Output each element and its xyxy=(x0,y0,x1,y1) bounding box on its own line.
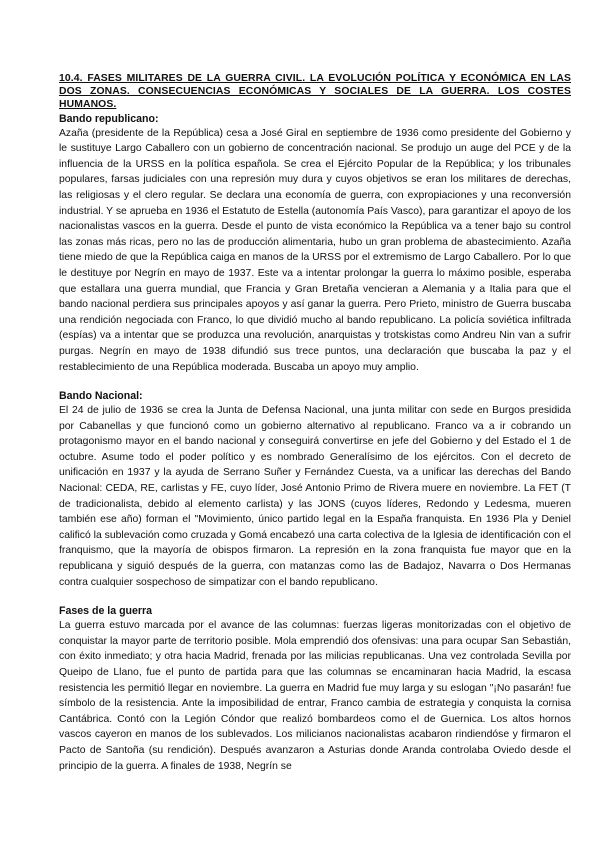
section-spacer xyxy=(59,375,571,389)
section-heading-fases: Fases de la guerra xyxy=(59,605,153,618)
section-body-fases: La guerra estuvo marcada por el avance de las columnas: fuerzas ligeras monitorizadas con el objetivo de conquistar la mayor parte de territorio posible. Mola emprendió dos ofensivas: una para ocupar San Sebastián, con éxito inmediato; y otra hacia Madrid, frenada por las milicias republicanas. Una vez controlada Sevilla por Queipo de Llano, fue el punto de partida para que las columnas se encaminaran hacia Madrid, la escasa resistencia les permitió llegar en noviembre. La guerra en Madrid fue muy larga y su eslogan "¡No pasarán! fue símbolo de la resistencia. Ante la imposibilidad de entrar, Franco cambia de estrategia y conquista la cornisa Cantábrica. Contó con la Legión Cóndor que realizó bombardeos como el de Guernica. Los altos hornos vascos cayeron en manos de los sublevados. Los milicianos nacionalistas acabaron rindiendóse y firmaron el Pacto de Santoña (su rendición). Después avanzaron a Asturias donde Aranda controlaba Oviedo desde el principio de la guerra. A finales de 1938, Negrín se xyxy=(59,620,571,772)
section-body-republicano: Azaña (presidente de la República) cesa a José Giral en septiembre de 1936 como presidente del Gobierno y le sustituye Largo Caballero con un gobierno de concentración nacional. Se produjo un auge del PCE y de la influencia de la URSS en la política española. Se crea el Ejército Popular de la República; y los tribunales populares, farsas judiciales con una represión muy dura y cuyos objetivos se eran los militares de derechas, las religiosas y el clero regular. Se declara una economía de guerra, con expropiaciones y una reconversión industrial. Y se aprueba en 1936 el Estatuto de Estella (autonomía País Vasco), para garantizar el apoyo de los nacionalistas vascos en la guerra. Desde el punto de vista económico la República va a tener bajo su control las zonas más ricas, pero no las de producción alimentaria, hubo un gran problema de abastecimiento. Azaña tiene miedo de que la República caiga en manos de la URSS por el extremismo de Largo Caballero. Por lo que le destituye por Negrín en mayo de 1937. Este va a intentar prolongar la guerra lo máximo posible, esperaba que estallara una guerra mundial, que Francia y Gran Bretaña vencieran a Alemania y a Italia para que el bando nacional perdiera sus principales apoyos y así ganar la guerra. Pero Prieto, ministro de Guerra buscaba una rendición negociada con Franco, lo que dividió mucho al bando republicano. La policía soviética infiltrada (espías) va a intentar que se produzca una revolución, anarquistas y trotskistas como Andreu Nin van a sufrir purgas. Negrín en mayo de 1938 difundió sus trece puntos, una declaración que buscaba la paz y el restablecimiento de una República moderada. Buscaba un apoyo muy amplio. xyxy=(59,127,571,373)
section-body-nacional: El 24 de julio de 1936 se crea la Junta de Defensa Nacional, una junta militar con sede en Burgos presidida por Cabanellas y que funcionó como un gobierno alternativo al republicano. Franco va a ir cobrando un protagonismo mayor en el bando nacional y conseguirá convertirse en jefe del Gobierno y del Estado el 1 de octubre. Asume todo el poder político y es nombrado Generalísimo de los ejércitos. Con el decreto de unificación en 1937 y la ayuda de Serrano Suñer y Fernández Cuesta, va a unificar las derechas del Bando Nacional: CEDA, RE, carlistas y FE, cuyo líder, José Antonio Primo de Rivera muere en noviembre. La FET (T de tradicionalista, debido al elemento carlista) y las JONS (cuyos líderes, Redondo y Ledesma, mueren también ese año) forman el "Movimiento, único partido legal en la España franquista. En 1936 Pla y Deniel calificó la sublevación como cruzada y Gomá encabezó una carta colectiva de la Iglesia de identificación con el franquismo, que la mayoría de obispos firmaron. La represión en la zona franquista fue mayor que en la republicana y siguió después de la guerra, con matanzas como las de Badajoz, Navarra o Dos Hermanas contra cualquier sospechoso de simpatizar con el bando republicano. xyxy=(59,405,571,588)
document-page xyxy=(59,72,571,774)
section-spacer xyxy=(59,590,571,604)
section-heading-republicano: Bando republicano: xyxy=(59,112,159,125)
document-title: 10.4. FASES MILITARES DE LA GUERRA CIVIL. LA EVOLUCIÓN POLÍTICA Y ECONÓMICA EN LAS DOS ZONAS. CONSECUENCIAS ECONÓMICAS Y SOCIALES DE LA GUERRA. LOS COSTES HUMANOS. xyxy=(59,73,571,111)
section-heading-nacional: Bando Nacional: xyxy=(59,390,143,403)
